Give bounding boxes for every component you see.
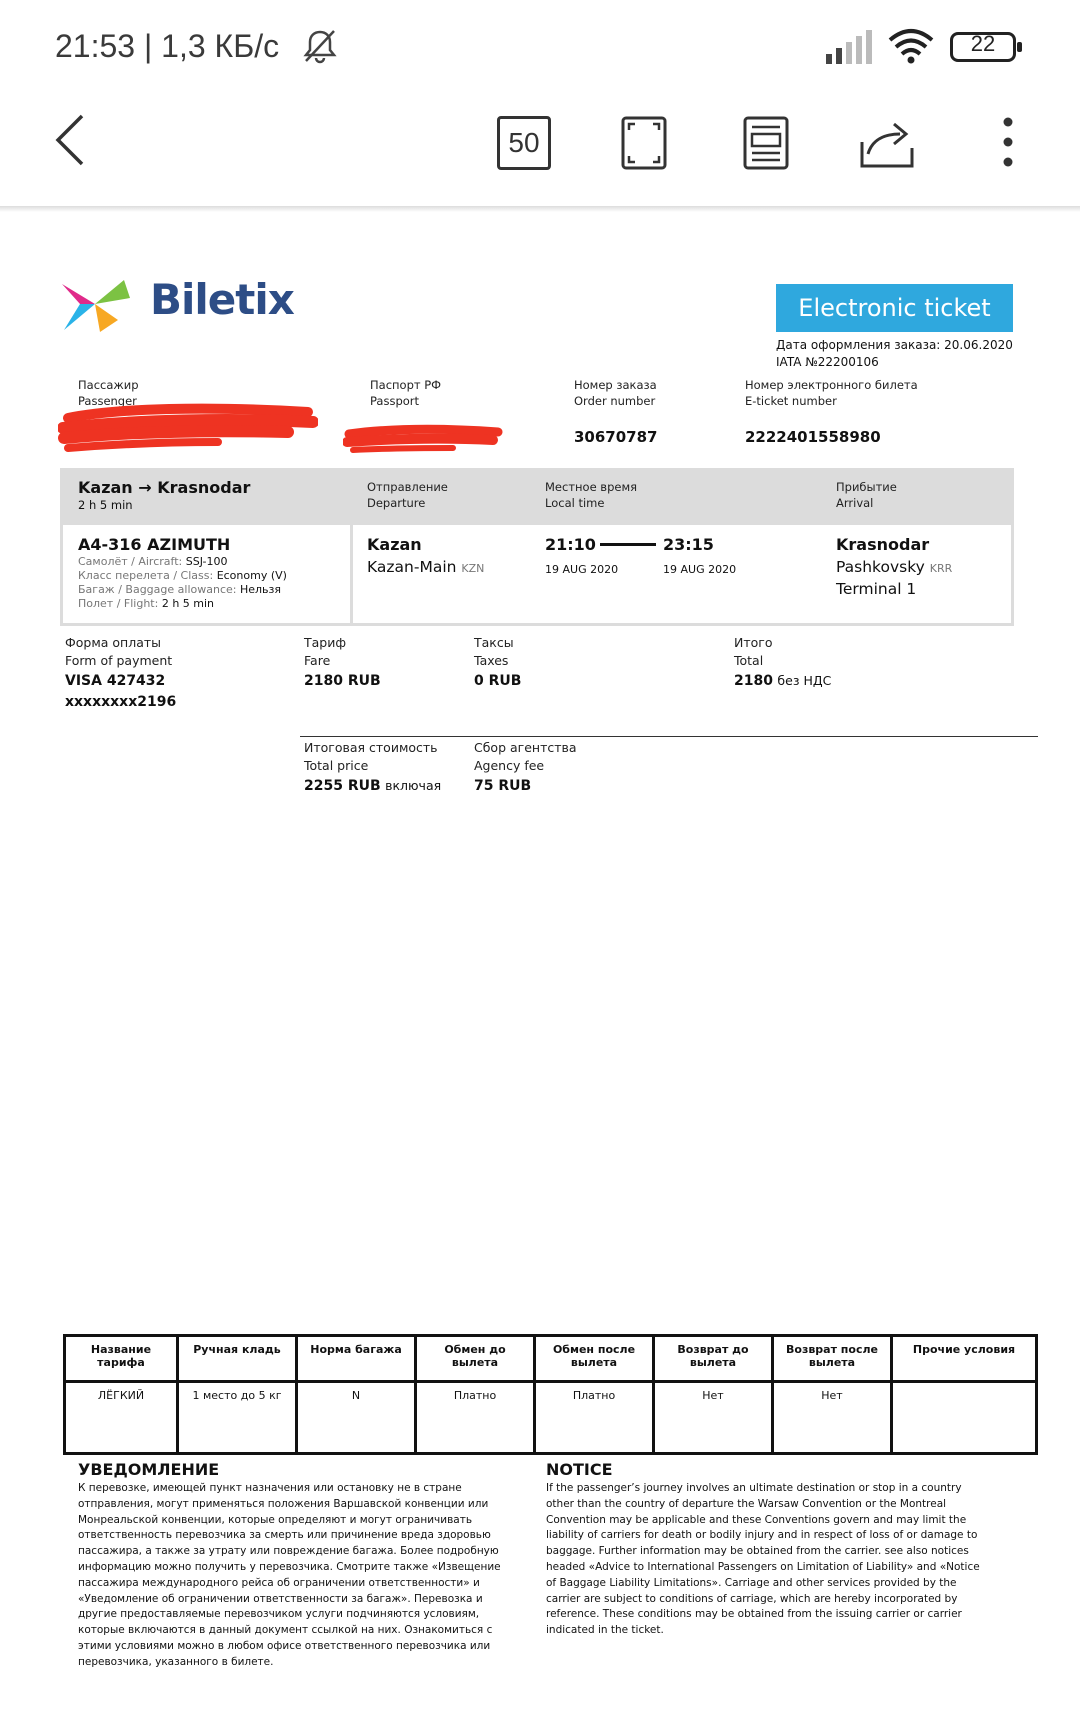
fare-label-en: Fare — [304, 653, 331, 668]
payment-masked: xxxxxxxx2196 — [65, 694, 177, 710]
notice-title-ru: УВЕДОМЛЕНИЕ — [78, 1460, 220, 1479]
table-header-cell: Возврат после вылета — [773, 1336, 892, 1382]
notice-text-en: If the passenger’s journey involves an ultimate destination or stop in a country other than the country of departure the Warsaw Convention or the Montreal Convention may be applicable and these Conventions govern and may limit the liability of carriers for death or bodily injury and in respect of loss of or damage to baggage. Further information may be obtained from the carrier. see also notices headed «Advice to International Passengers on Limitation of Liability» and «Notice of Baggage Liability Limitations». Carriage and other services provided by the carrier are subject to conditions of carriage, which are hereby incorporated by reference. These conditions may be obtained from the issuing carrier or carrier indicated in the ticket. — [546, 1482, 980, 1637]
arrival-label-en: Arrival — [836, 496, 874, 510]
redaction-passport — [343, 420, 503, 458]
baggage-label: Багаж / Baggage allowance: — [78, 583, 237, 596]
arrival-city: Krasnodar — [836, 535, 930, 554]
table-cell: 1 место до 5 кг — [178, 1382, 297, 1454]
biletix-logo-icon — [60, 270, 130, 338]
order-label-en: Order number — [574, 394, 656, 408]
taxes-label-ru: Таксы — [474, 635, 514, 650]
passport-label-ru: Паспорт РФ — [370, 378, 442, 392]
arrival-terminal: Terminal 1 — [836, 580, 917, 598]
arrival-label-ru: Прибытие — [836, 480, 897, 494]
localtime-label-ru: Местное время — [545, 480, 638, 494]
route-title: Kazan → Krasnodar — [78, 478, 251, 497]
redaction-passenger — [58, 398, 318, 460]
flight-box-divider — [350, 522, 353, 626]
bell-muted-icon — [302, 28, 338, 64]
back-arrow-icon[interactable] — [52, 112, 92, 168]
table-cell: Нет — [773, 1382, 892, 1454]
aircraft-label: Самолёт / Aircraft: — [78, 555, 183, 568]
status-bar — [0, 0, 1080, 95]
baggage-row — [78, 583, 281, 596]
table-cell: Платно — [416, 1382, 535, 1454]
agency-fee-label-en: Agency fee — [474, 758, 545, 773]
aircraft-row — [78, 555, 228, 568]
table-header-cell: Прочие условия — [892, 1336, 1037, 1382]
iata-number: IATA №22200106 — [776, 355, 879, 369]
agency-fee-value: 75 RUB — [474, 778, 532, 794]
order-number: 30670787 — [574, 428, 658, 446]
eticket-label-ru: Номер электронного билета — [745, 378, 918, 392]
total-note: без НДС — [777, 673, 832, 688]
departure-airport-row — [367, 558, 484, 576]
arrival-date: 19 AUG 2020 — [663, 563, 737, 576]
total-price-label-ru: Итоговая стоимость — [304, 740, 438, 755]
table-header-cell: Норма багажа — [297, 1336, 416, 1382]
class-label: Класс перелета / Class: — [78, 569, 214, 582]
arrival-time: 23:15 — [663, 535, 714, 554]
baggage-value: Нельзя — [239, 583, 281, 596]
taxes-value: 0 RUB — [474, 673, 522, 689]
fit-page-icon[interactable] — [621, 116, 667, 170]
departure-label-en: Departure — [367, 496, 426, 510]
total-price-row — [304, 778, 441, 794]
totals-divider — [300, 736, 1038, 737]
payment-card: VISA 427432 — [65, 673, 166, 689]
payment-label-ru: Форма оплаты — [65, 635, 162, 650]
table-header-cell: Возврат до вылета — [654, 1336, 773, 1382]
agency-fee-label-ru: Сбор агентства — [474, 740, 577, 755]
departure-date: 19 AUG 2020 — [545, 563, 619, 576]
departure-time: 21:10 — [545, 535, 596, 554]
battery-icon — [950, 32, 1016, 62]
flight-duration-row — [78, 597, 214, 610]
table-row — [65, 1382, 1037, 1454]
more-options-icon[interactable] — [1000, 114, 1016, 170]
total-row — [734, 673, 831, 689]
total-price-value: 2255 RUB — [304, 778, 381, 794]
order-date: Дата оформления заказа: 20.06.2020 — [776, 338, 1013, 352]
order-label-ru: Номер заказа — [574, 378, 657, 392]
timeline-bar — [600, 543, 656, 546]
passport-label-en: Passport — [370, 394, 420, 408]
share-icon[interactable] — [858, 118, 916, 170]
passenger-label-en: Passenger — [78, 394, 137, 408]
signal-icon — [826, 30, 876, 64]
table-cell: Нет — [654, 1382, 773, 1454]
total-label-en: Total — [734, 653, 764, 668]
notice-text-ru: К перевозке, имеющей пункт назначения или остановку не в стране отправления, могут применяться положения Варшавской конвенции или Монреальской конвенции, которые определяют и могут ограничивать ответственность перевозчика за смерть или причинение вреда здоровью пассажира, а также за утрату или повреждение багажа. Более подробную информацию можно получить у перевозчика. Смотрите также «Извещение пассажира международного рейса об ограничении ответственности» и «Уведомление об ограничении ответственности за багаж». Перевозка и другие предоставляемые перевозчиком услуги подчиняются условиям, которые включаются в данный документ ссылкой на них. Ознакомиться с этими условиями можно в любом офисе ответственного перевозчика или перевозчика, указанного в билете. — [78, 1482, 501, 1668]
total-label-ru: Итого — [734, 635, 773, 650]
flight-number: A4-316 AZIMUTH — [78, 535, 231, 554]
notice-title-en: NOTICE — [546, 1460, 613, 1479]
fare-conditions-table — [63, 1334, 1038, 1455]
arrival-airport: Pashkovsky — [836, 558, 925, 576]
status-time: 21:53 | 1,3 КБ/с — [55, 28, 280, 64]
table-cell: N — [297, 1382, 416, 1454]
departure-city: Kazan — [367, 535, 422, 554]
table-cell: Платно — [535, 1382, 654, 1454]
total-value: 2180 — [734, 673, 773, 689]
localtime-label-en: Local time — [545, 496, 605, 510]
reading-mode-icon[interactable] — [743, 116, 789, 170]
taxes-label-en: Taxes — [474, 653, 509, 668]
electronic-ticket-badge: Electronic ticket — [776, 284, 1013, 332]
table-cell — [892, 1382, 1037, 1454]
fare-value: 2180 RUB — [304, 673, 381, 689]
arrival-airport-row — [836, 558, 952, 576]
departure-label-ru: Отправление — [367, 480, 448, 494]
departure-airport: Kazan-Main — [367, 558, 457, 576]
fare-label-ru: Тариф — [304, 635, 347, 650]
class-row — [78, 569, 287, 582]
table-cell: ЛЁГКИЙ — [65, 1382, 178, 1454]
table-header-cell: Обмен до вылета — [416, 1336, 535, 1382]
total-price-note: включая — [385, 778, 442, 793]
departure-code: KZN — [461, 562, 485, 575]
table-header-row — [65, 1336, 1037, 1382]
aircraft-value: SSJ-100 — [185, 555, 228, 568]
wifi-icon — [888, 28, 934, 64]
class-value: Economy (V) — [216, 569, 287, 582]
arrival-code: KRR — [929, 562, 953, 575]
payment-label-en: Form of payment — [65, 653, 173, 668]
total-price-label-en: Total price — [304, 758, 369, 773]
route-duration: 2 h 5 min — [78, 498, 133, 512]
flight-duration-label: Полет / Flight: — [78, 597, 159, 610]
table-header-cell: Название тарифа — [65, 1336, 178, 1382]
eticket-label-en: E-ticket number — [745, 394, 837, 408]
passenger-label-ru: Пассажир — [78, 378, 139, 392]
battery-level: 22 — [970, 31, 996, 56]
brand-name: Biletix — [150, 275, 294, 324]
eticket-number: 2222401558980 — [745, 428, 881, 446]
flight-duration-value: 2 h 5 min — [161, 597, 215, 610]
page-number-button[interactable]: 50 — [497, 116, 551, 170]
table-header-cell: Обмен после вылета — [535, 1336, 654, 1382]
table-header-cell: Ручная кладь — [178, 1336, 297, 1382]
